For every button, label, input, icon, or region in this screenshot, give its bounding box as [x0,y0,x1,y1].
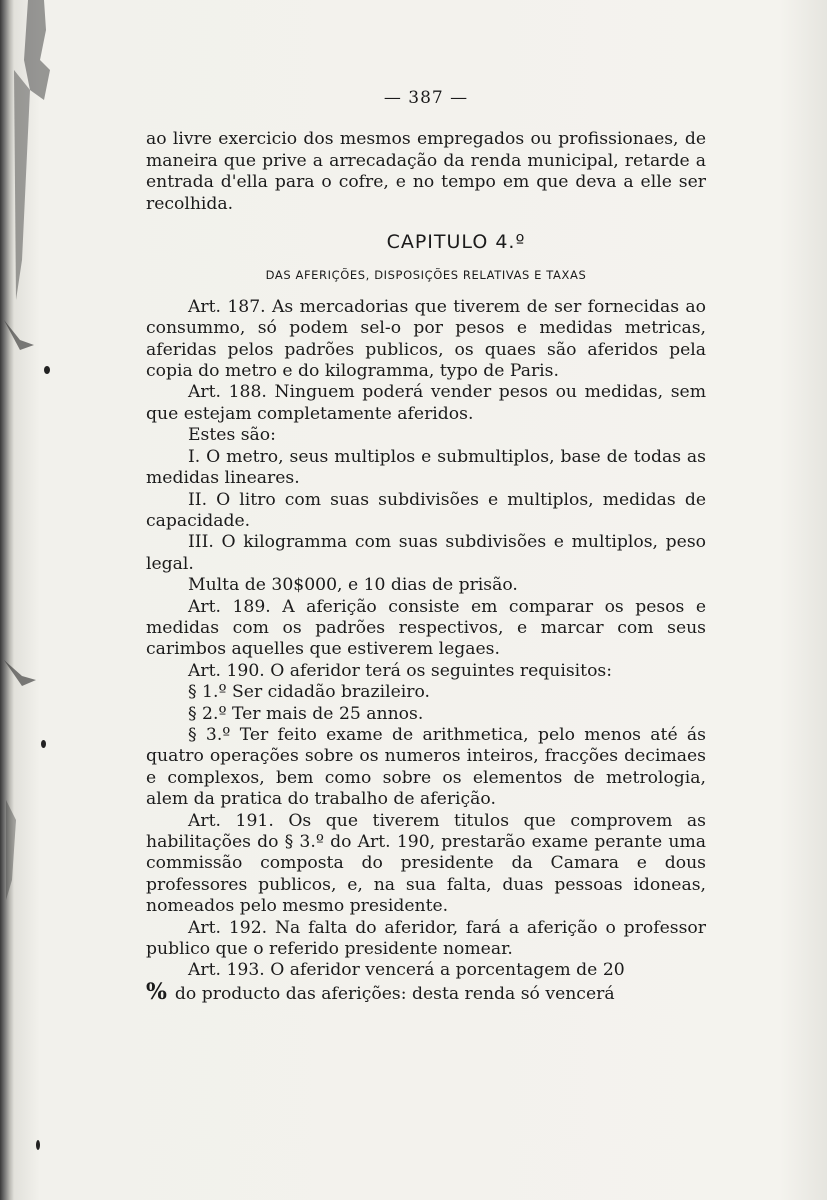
article-190-section-1: § 1.º Ser cidadão brazileiro. [188,682,430,703]
article-191: Art. 191. Os que tiverem titulos que comprovem as habilitações do § 3.º do Art. 190, prestarão exame perante uma commissão composta do presidente da Camara e dous professores publicos, e, na sua falta, duas pessoas idoneas, nomeados pelo mesmo presidente. [146,810,706,917]
article-190: Art. 190. O aferidor terá os seguintes requisitos: [188,660,613,681]
margin-dot [36,1140,40,1150]
document-page [146,88,706,1005]
article-193-continuation-text: do producto das aferições: desta renda só vencerá [174,983,615,1004]
page-number: — 387 — [383,88,469,108]
percent-sign: % [146,978,167,1005]
article-189: Art. 189. A aferição consiste em comparar os pesos e medidas com os padrões respectivos, e marcar com seus carimbos aquelles que estiverem legaes. [146,596,706,660]
article-188: Art. 188. Ninguem poderá vender pesos ou medidas, sem que estejam completamente aferidos. [146,382,706,424]
margin-dot [41,740,46,748]
article-192: Art. 192. Na falta do aferidor, fará a aferição o professor publico que o referido presidente nomear. [146,917,706,960]
article-193: Art. 193. O aferidor vencerá a porcentagem de 20 [188,960,625,981]
chapter-subtitle: DAS AFERIÇÕES, DISPOSIÇÕES RELATIVAS E TAXAS [265,268,587,283]
article-188-item-3: III. O kilogramma com suas subdivisões e multiplos, peso legal. [146,532,706,574]
chapter-title: CAPITULO 4.º [386,231,526,254]
margin-dot [44,366,50,374]
intro-paragraph: ao livre exercicio dos mesmos empregados ou profissionaes, de maneira que prive a arrecadação da renda municipal, retarde a entrada d'ella para o cofre, e no tempo em que deva a elle ser recolhida. [146,129,706,214]
article-188-item-1: I. O metro, seus multiplos e submultiplos, base de todas as medidas lineares. [146,446,706,489]
article-188-list-intro: Estes são: [188,425,276,446]
article-187: Art. 187. As mercadorias que tiverem de ser fornecidas ao consummo, só podem sel-o por pesos e medidas metricas, aferidas pelos padrões publicos, os quaes são aferidos pela copia do metro e do kilogramma, typo de Paris. [146,296,706,382]
article-190-section-2: § 2.º Ter mais de 25 annos. [188,703,424,724]
penalty-text: Multa de 30$000, e 10 dias de prisão. [188,575,518,596]
article-188-item-2: II. O litro com suas subdivisões e multiplos, medidas de capacidade. [146,489,706,531]
article-190-section-3: § 3.º Ter feito exame de arithmetica, pelo menos até ás quatro operações sobre os numeros inteiros, fracções decimaes e complexos, bem como sobre os elementos de metrologia, alem da pratica do trabalho de aferição. [146,724,706,810]
article-193-continuation [146,978,706,1005]
margin-ink-stain [0,0,80,1200]
